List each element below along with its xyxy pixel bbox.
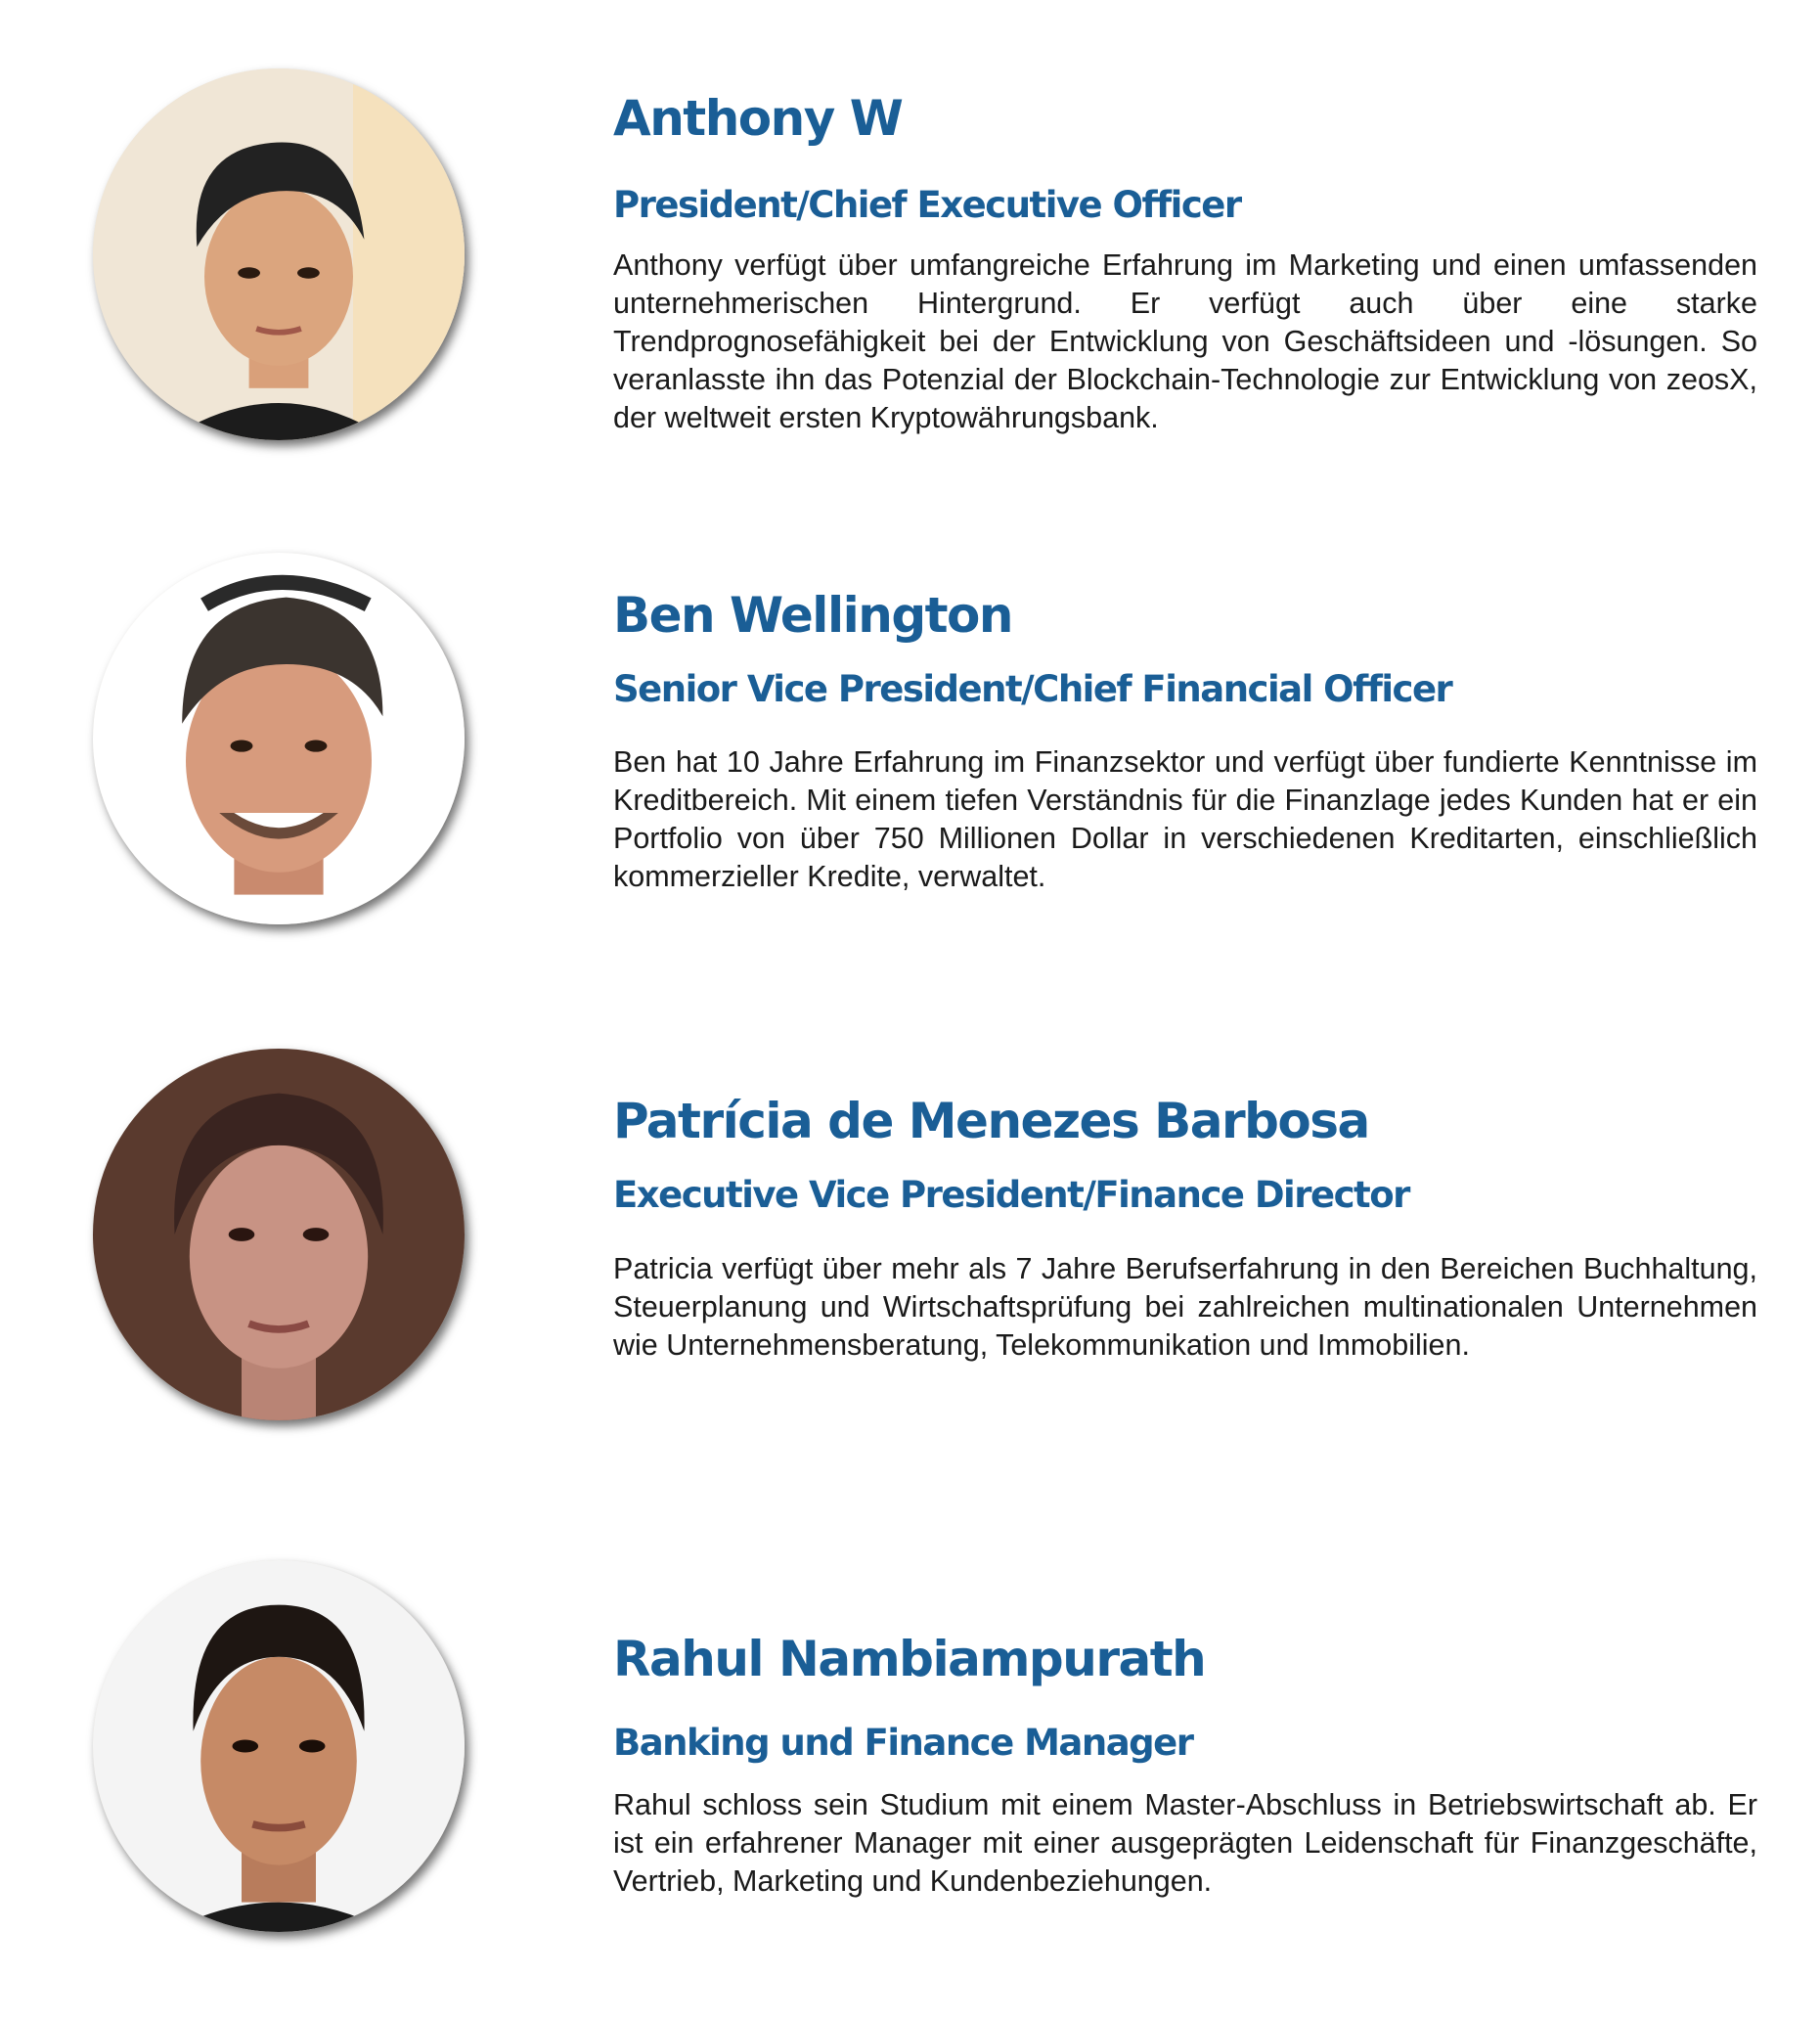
portrait-icon — [93, 1560, 465, 1932]
member-bio: Ben hat 10 Jahre Erfahrung im Finanzsektor und verfügt über fundierte Kenntnisse im Kreditbereich. Mit einem tiefen Verständnis für die Finanzlage jedes Kunden hat er ein Portfolio von über 750 Millionen Dollar in verschiedenen Kreditarten, einschließlich kommerzieller Kredite, verwaltet. — [613, 745, 1757, 893]
member-bio: Anthony verfügt über umfangreiche Erfahrung im Marketing und einen umfassenden unternehmerischen Hintergrund. Er verfügt auch über eine starke Trendprognosefähigkeit bei der Entwicklung von Geschäftsideen und -lösungen. So veranlasste ihn das Potenzial der Blockchain-Technologie zur Entwicklung von zeosX, der weltweit ersten Kryptowährungsbank. — [613, 248, 1757, 434]
member-name: Ben Wellington — [613, 587, 1012, 644]
portrait-icon — [93, 553, 465, 924]
member-role: Banking und Finance Manager — [613, 1722, 1193, 1764]
portrait-icon — [93, 68, 465, 440]
member-bio: Rahul schloss sein Studium mit einem Master-Abschluss in Betriebswirtschaft ab. Er ist ein erfahrener Manager mit einer ausgeprägten Leidenschaft für Finanzgeschäfte, Vertrieb, Marketing und Kundenbeziehungen. — [613, 1788, 1757, 1898]
member-bio: Patricia verfügt über mehr als 7 Jahre Berufserfahrung in den Bereichen Buchhaltung, Steuerplanung und Wirtschaftsprüfung bei zahlreichen multinationalen Unternehmen wie Unternehmensberatung, Telekommunikation und Immobilien. — [613, 1252, 1757, 1362]
portrait-icon — [93, 1049, 465, 1420]
member-name: Rahul Nambiampurath — [613, 1631, 1206, 1687]
portrait-photo — [93, 553, 465, 924]
member-name: Anthony W — [613, 90, 903, 147]
member-role: Senior Vice President/Chief Financial Officer — [613, 668, 1452, 710]
member-role: Executive Vice President/Finance Director — [613, 1174, 1409, 1216]
portrait-photo — [93, 68, 465, 440]
member-name: Patrícia de Menezes Barbosa — [613, 1093, 1369, 1149]
portrait-photo — [93, 1049, 465, 1420]
portrait-photo — [93, 1560, 465, 1932]
member-role: President/Chief Executive Officer — [613, 184, 1241, 226]
